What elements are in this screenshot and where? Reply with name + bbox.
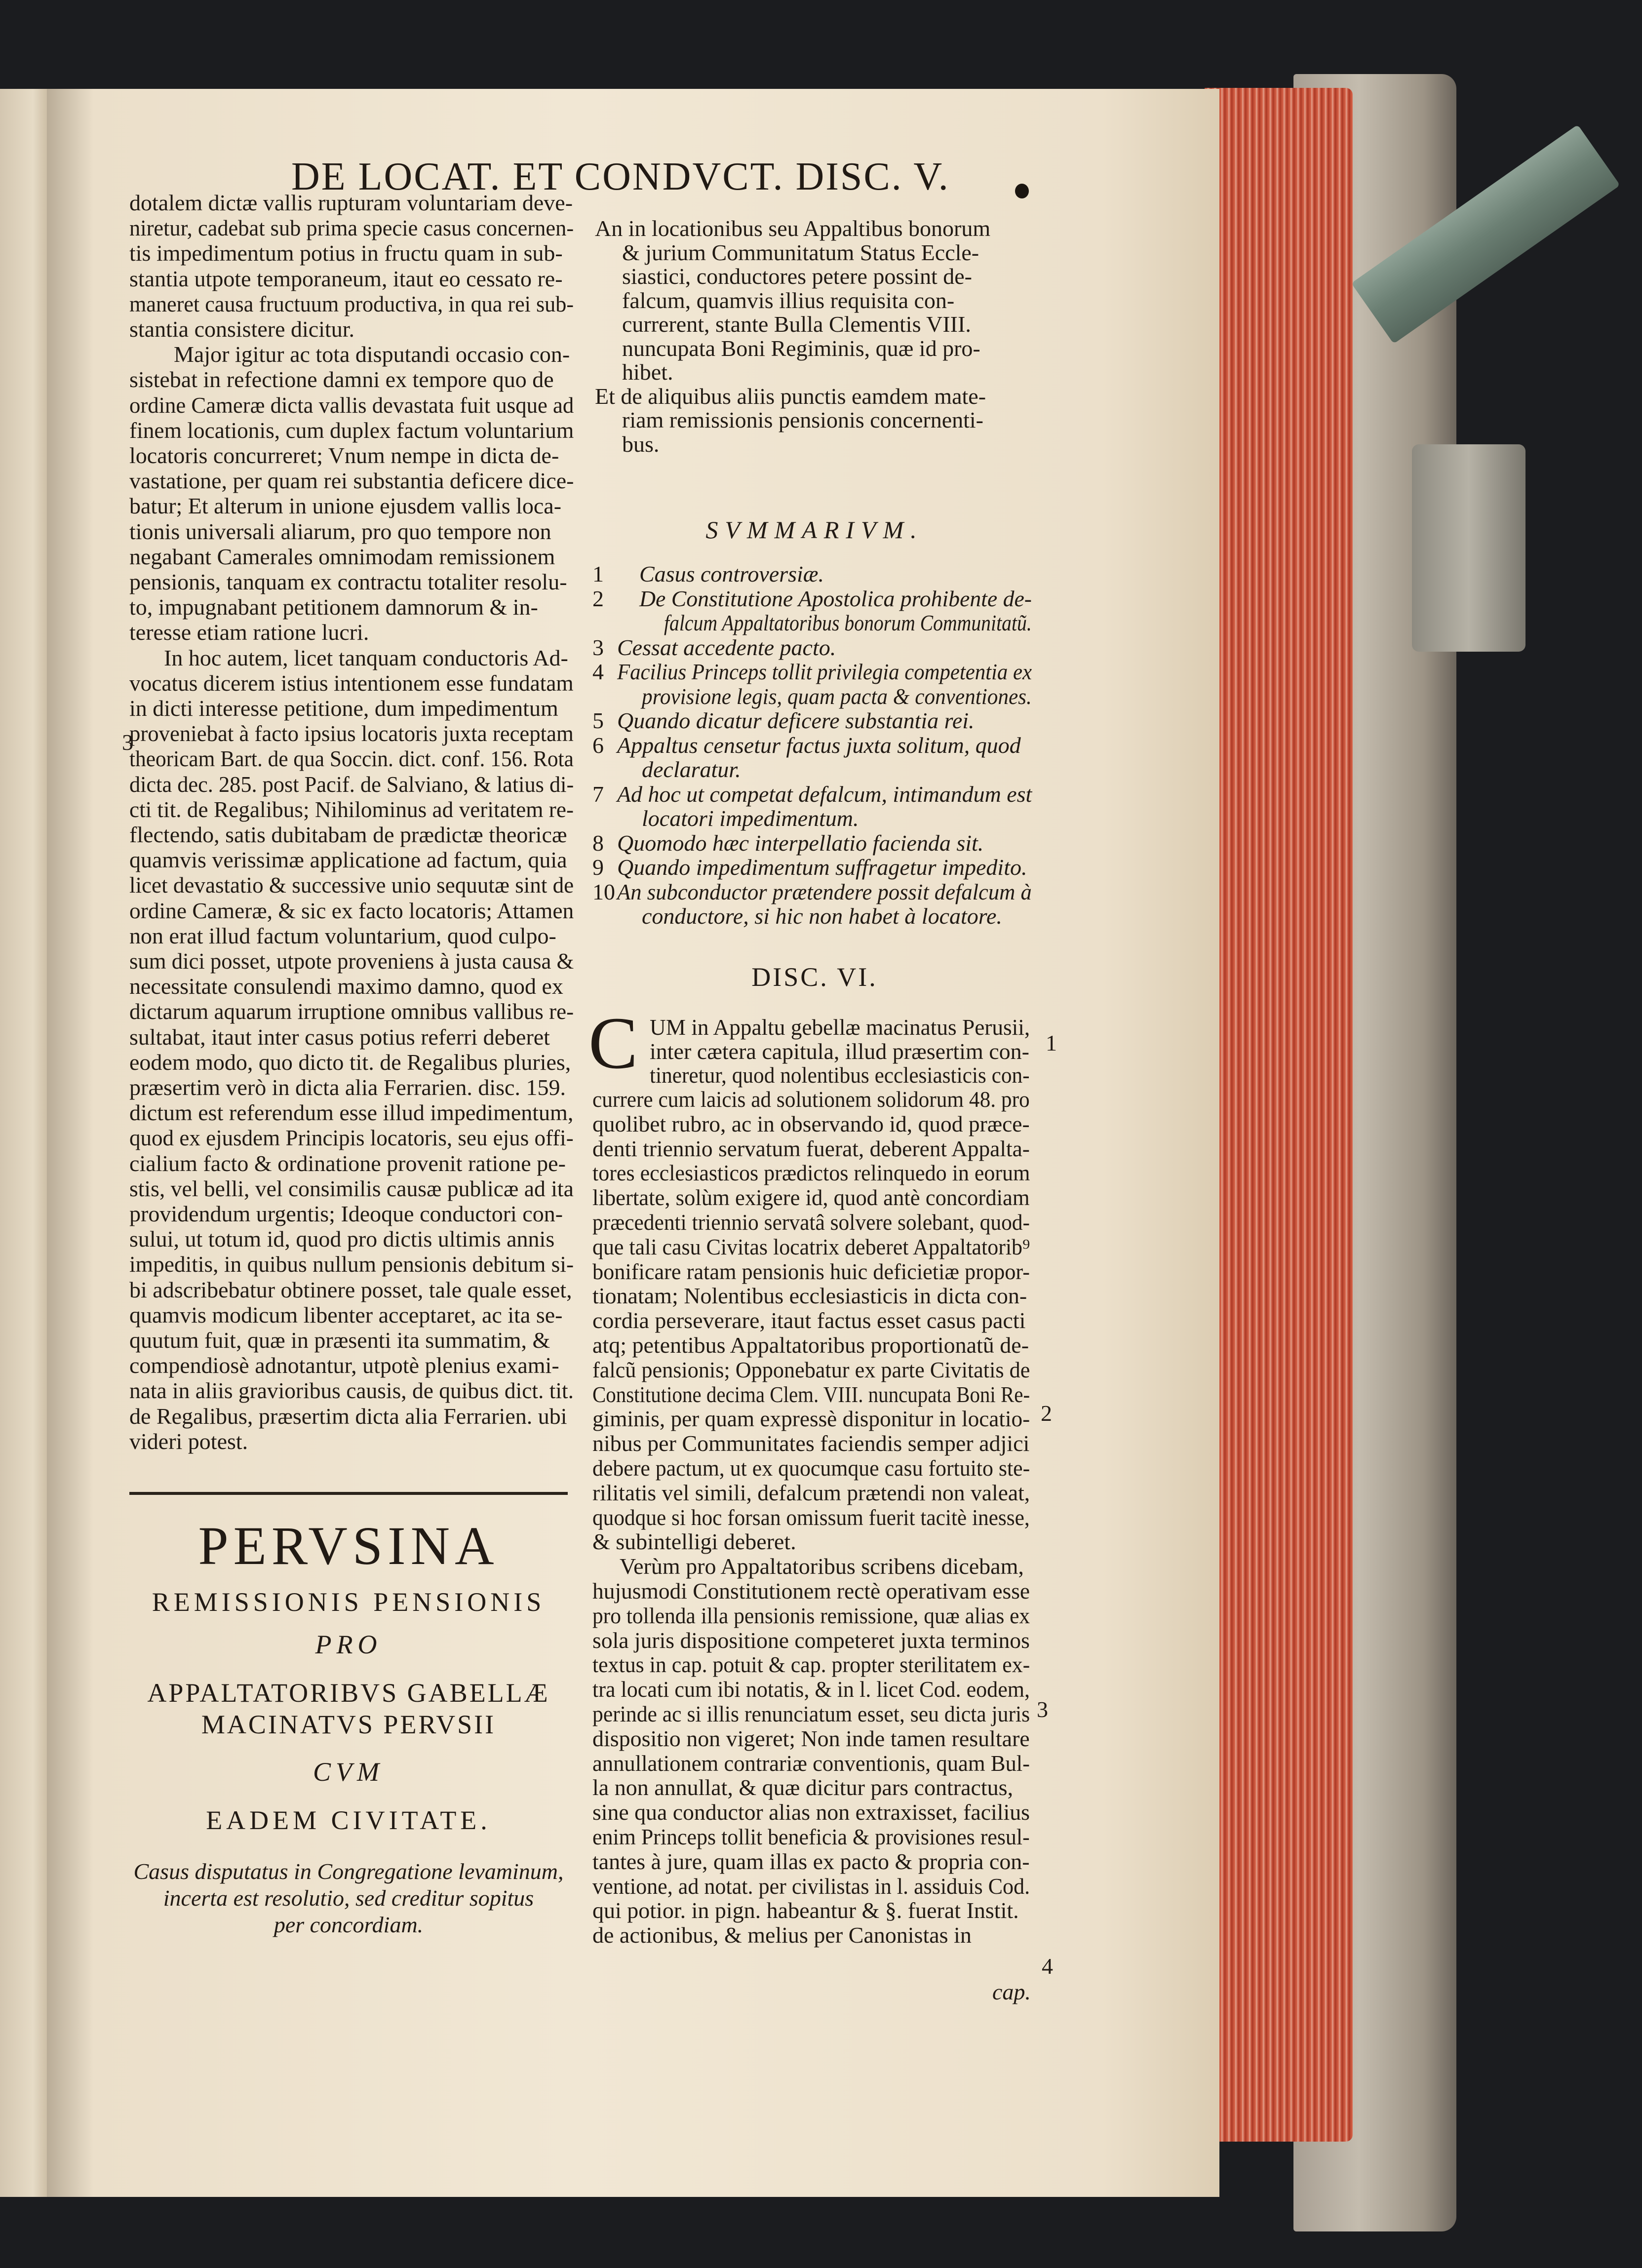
text-line: debere pactum, ut ex quocumque casu fortuito ste-	[592, 1455, 1030, 1481]
catchword: cap.	[992, 1979, 1031, 2004]
text-line: & subintelligi deberet.	[592, 1529, 796, 1555]
text-line: to, impugnabant petitionem damnorum & in-	[129, 594, 538, 620]
note-line: incerta est resolutio, sed creditur sopitus	[163, 1885, 534, 1911]
summary-number: 5	[592, 708, 604, 733]
text-line: de actionibus, & melius per Canonistas in	[592, 1922, 972, 1948]
summary-number: 3	[592, 634, 604, 660]
text-line: Constitutione decima Clem. VIII. nuncupata Boni Re-	[592, 1381, 1030, 1407]
text-line: ordine Cameræ dicta vallis devastata fuit usque ad	[129, 392, 574, 418]
text-line: batur; Et alterum in unione ejusdem vallis loca-	[129, 493, 562, 519]
text-line: quamvis modicum libenter acceptaret, ac ita se-	[129, 1302, 563, 1328]
summary-item: Cessat accedente pacto.	[617, 634, 836, 660]
text-line: de Regalibus, præsertim dicta alia Ferrarien. ubi	[129, 1403, 567, 1429]
summary-item: An subconductor prætendere possit defalcum à	[617, 879, 1032, 904]
summary-item: Quomodo hæc interpellatio facienda sit.	[617, 830, 984, 856]
text-line: sola juris dispositione competeret juxta terminos	[592, 1627, 1030, 1653]
text-line: que tali casu Civitas locatrix deberet Appaltatorib⁹	[592, 1234, 1030, 1259]
text-line: licet devastatio & successive unio sequutæ sint de	[129, 872, 574, 898]
text-line: quodque si hoc forsan omissum fuerit tacitè inesse,	[592, 1504, 1030, 1530]
facing-page-edge	[0, 89, 47, 2197]
note-line: Casus disputatus in Congregatione levaminum,	[133, 1859, 564, 1884]
text-line: atq; petentibus Appaltatoribus proportionatũ de-	[592, 1332, 1029, 1358]
text-line: non erat illud factum voluntarium, quod culpo-	[129, 923, 556, 948]
text-line: rilitatis vel simili, defalcum prætendi non valeat,	[592, 1480, 1030, 1505]
text-line: in dicti interesse petitione, dum impedimentum	[129, 696, 558, 721]
summary-item: De Constitutione Apostolica prohibente de-	[639, 586, 1032, 611]
margin-number-right: 1	[1046, 1030, 1057, 1056]
text-line: ordine Cameræ, & sic ex facto locatoris; Attamen	[129, 898, 574, 923]
text-line: giminis, per quam expressè disponitur in locatio-	[592, 1406, 1030, 1432]
text-line: præcedenti triennio servatâ solvere solebant, quod-	[592, 1210, 1030, 1235]
summary-number: 10	[592, 879, 615, 904]
text-line: qui potior. in pign. habeantur & §. fuerat Instit.	[592, 1898, 1019, 1923]
text-line: sului, ut totum id, quod pro dictis ultimis annis	[129, 1226, 555, 1252]
case-subtitle-2: PRO	[315, 1630, 382, 1659]
case-subtitle-1: REMISSIONIS PENSIONIS	[152, 1587, 546, 1617]
text-line: tantes à jure, quam illas ex pacto & propria con-	[592, 1848, 1030, 1874]
text-line: inter cætera capitula, illud præsertim con-	[650, 1038, 1029, 1064]
text-line: UM in Appaltu gebellæ macinatus Perusii,	[650, 1015, 1030, 1040]
text-line: maneret causa fructuum productiva, in qua rei sub-	[129, 291, 574, 316]
text-line: falcũ pensionis; Opponebatur ex parte Civitatis de	[592, 1357, 1030, 1382]
text-line: stantia consistere dicitur.	[129, 316, 355, 342]
text-line: hujusmodi Constitutionem rectè operativam esse	[592, 1578, 1030, 1603]
summary-item: Facilius Princeps tollit privilegia competentia ex	[617, 659, 1032, 684]
text-line: pensionis, tanquam ex contractu totaliter resolu-	[129, 569, 567, 594]
summary-item: declaratur.	[642, 757, 741, 782]
running-title: DE LOCAT. ET CONDVCT. DISC. V.	[291, 155, 950, 198]
case-title: PERVSINA	[198, 1516, 499, 1576]
text-line: cti tit. de Regalibus; Nihilominus ad veritatem re-	[129, 796, 574, 822]
section-rule	[129, 1492, 568, 1495]
summary-number: 8	[592, 830, 604, 856]
text-line: sine qua conductor alias non extraxisset, facilius	[592, 1799, 1030, 1825]
text-line: cordia perseverare, itaut factus esset casus pacti	[592, 1308, 1026, 1333]
text-line: currerent, stante Bulla Clementis VIII.	[622, 312, 971, 337]
text-line: In hoc autem, licet tanquam conductoris Ad-	[164, 645, 568, 670]
case-subtitle-3: APPALTATORIBVS GABELLÆ	[147, 1678, 550, 1708]
text-line: bi adscribebatur obtinere posset, tale quale esset,	[129, 1277, 572, 1302]
clasp-plate	[1412, 444, 1525, 652]
text-line: videri potest.	[129, 1428, 248, 1454]
summary-item: locatori impedimentum.	[642, 806, 859, 831]
summary-number: 1	[592, 561, 604, 587]
text-line: cialium facto & ordinatione provenit ratione pe-	[129, 1150, 566, 1176]
summary-item: provisione legis, quam pacta & conventiones.	[642, 683, 1032, 709]
text-line: Major igitur ac tota disputandi occasio con-	[174, 342, 570, 367]
text-line: sultabat, itaut inter casus potius referri deberet	[129, 1024, 550, 1050]
text-line: sistebat in refectione damni ex tempore quo de	[129, 367, 554, 392]
text-line: tionis universali aliarum, pro quo tempore non	[129, 518, 551, 544]
text-line: flectendo, satis dubitabam de prædictæ theoricæ	[129, 822, 567, 847]
text-line: tra locati cum ibi notatis, & in l. licet Cod. eodem,	[592, 1677, 1030, 1702]
summary-item: falcum Appaltatoribus bonorum Communitatũ.	[664, 610, 1032, 635]
text-line: hibet.	[622, 359, 673, 385]
text-line: annullationem contrariæ conventionis, quam Bul-	[592, 1750, 1030, 1776]
text-line: dictarum aquarum irruptione omnibus vallibus re-	[129, 999, 574, 1024]
text-line: vocatus dicerem istius intentionem esse fundatam	[129, 670, 574, 696]
summary-number: 2	[592, 586, 604, 611]
text-line: ventione, ad notat. per civilistas in l. assiduis Cod.	[592, 1873, 1030, 1899]
text-line: quamvis verissimæ applicatione ad factum, quia	[129, 847, 567, 873]
text-line: quod ex ejusdem Principis locatoris, seu ejus offi-	[129, 1125, 574, 1151]
text-line: dotalem dictæ vallis rupturam voluntariam deve-	[129, 190, 573, 215]
text-line: tis impedimentum potius in fructu quam in sub-	[129, 240, 563, 266]
text-line: An in locationibus seu Appaltibus bonorum	[595, 216, 991, 241]
text-line: locatoris concurreret; Vnum nempe in dicta de-	[129, 443, 559, 468]
text-line: tores ecclesiasticos prædictos relinquedo in eorum	[592, 1160, 1030, 1186]
summarium-heading: SVMMARIVM.	[705, 516, 924, 544]
summary-item: Quando impedimentum suffragetur impedito.	[617, 855, 1027, 880]
text-line: denti triennio servatum fuerat, deberent Appalta-	[592, 1135, 1030, 1161]
text-line: nata in aliis gravioribus causis, de quibus dict. tit.	[129, 1378, 574, 1404]
summary-item: Appaltus censetur factus juxta solitum, quod	[617, 732, 1021, 758]
text-line: currere cum laicis ad solutionem solidorum 48. pro	[592, 1087, 1030, 1112]
case-subtitle-6: EADEM CIVITATE.	[206, 1805, 491, 1835]
text-line: negabant Camerales omnimodam remissionem	[129, 544, 555, 569]
summary-number: 9	[592, 855, 604, 880]
text-line: perinde ac si illis renunciatum esset, seu dicta juris	[592, 1701, 1030, 1726]
text-line: libertate, solùm exigere id, quod antè concordiam	[592, 1185, 1030, 1211]
text-line: nuncupata Boni Regiminis, quæ id pro-	[622, 335, 980, 361]
text-line: sum dici posset, utpote proveniens à justa causa &	[129, 948, 574, 974]
text-line: niretur, cadebat sub prima specie casus concernen-	[129, 215, 574, 241]
text-line: compendiosè adnotantur, utpotè plenius exami-	[129, 1353, 559, 1378]
text-line: quolibet rubro, ac in observando id, quod præce-	[592, 1111, 1030, 1136]
text-line: falcum, quamvis illius requisita con-	[622, 287, 955, 313]
text-line: riam remissionis pensionis concernenti-	[622, 407, 984, 432]
text-line: quutum fuit, quæ in præsenti ita summatim, &	[129, 1328, 550, 1353]
text-line: providendum urgentis; Ideoque conductori con-	[129, 1201, 563, 1226]
red-fore-edge	[1205, 88, 1353, 2142]
summary-number: 6	[592, 732, 604, 758]
margin-number-right: 2	[1041, 1401, 1052, 1426]
summary-item: Ad hoc ut competat defalcum, intimandum est	[617, 781, 1032, 807]
case-subtitle-5: CVM	[313, 1757, 384, 1787]
case-subtitle-4: MACINATVS PERVSII	[201, 1710, 496, 1739]
text-line: vastatione, per quam rei substantia deficere dice-	[129, 468, 574, 494]
text-line: pro tollenda illa pensionis remissione, quæ alias ex	[592, 1603, 1030, 1628]
text-line: finem locationis, cum duplex factum voluntarium	[129, 417, 574, 443]
text-line: siastici, conductores petere possint de-	[622, 264, 972, 289]
text-line: & jurium Communitatum Status Eccle-	[622, 239, 979, 265]
text-line: la non annullat, & quæ dicitur pars contractus,	[592, 1775, 1014, 1800]
margin-number-left: 3	[122, 730, 133, 755]
note-line: per concordiam.	[274, 1912, 424, 1937]
summary-number: 4	[592, 659, 604, 684]
text-line: necessitate consulendi maximo damno, quod ex	[129, 974, 563, 999]
ink-blot	[1015, 184, 1029, 198]
text-line: theoricam Bart. de qua Soccin. dict. conf. 156. Rota	[129, 746, 574, 772]
text-line: dispositio non vigeret; Non inde tamen resultare	[592, 1725, 1030, 1751]
text-line: Et de aliquibus aliis punctis eamdem mate-	[595, 383, 986, 409]
text-line: enim Princeps tollit beneficia & provisiones resul-	[592, 1824, 1030, 1849]
text-line: dicta dec. 285. post Pacif. de Salviano, & latius di-	[129, 771, 574, 797]
text-line: bus.	[622, 431, 660, 457]
margin-number-right: 3	[1037, 1697, 1048, 1722]
text-line: præsertim verò in dicta alia Ferrarien. disc. 159.	[129, 1075, 566, 1100]
text-line: impeditis, in quibus nullum pensionis debitum si-	[129, 1251, 574, 1277]
text-line: Verùm pro Appaltatoribus scribens dicebam,	[620, 1554, 1024, 1579]
text-line: teresse etiam ratione lucri.	[129, 620, 369, 645]
text-line: bonificare ratam pensionis huic deficietiæ propor-	[592, 1258, 1030, 1284]
margin-number-right: 4	[1042, 1954, 1053, 1979]
summary-item: Casus controversiæ.	[639, 561, 824, 587]
text-line: textus in cap. potuit & cap. propter sterilitatem ex-	[592, 1652, 1030, 1678]
text-line: dictum est referendum esse illud impedimentum,	[129, 1100, 574, 1126]
drop-capital: C	[588, 1002, 638, 1084]
text-line: stantia utpote temporaneum, itaut eo cessato re-	[129, 266, 563, 291]
text-line: tineretur, quod nolentibus ecclesiasticis con-	[650, 1062, 1030, 1088]
text-line: stis, vel belli, vel consimilis causæ publicæ ad ita	[129, 1175, 574, 1201]
text-line: nibus per Communitates faciendis semper adjici	[592, 1431, 1030, 1456]
text-line: proveniebat à facto ipsius locatoris juxta receptam	[129, 721, 574, 746]
summary-item: conductore, si hic non habet à locatore.	[642, 903, 1002, 929]
text-line: eodem modo, quo dicto tit. de Regalibus pluries,	[129, 1049, 571, 1075]
summary-number: 7	[592, 781, 604, 807]
disc-heading: DISC. VI.	[751, 962, 878, 992]
text-line: tionatam; Nolentibus ecclesiasticis in dicta con-	[592, 1283, 1027, 1309]
summary-item: Quando dicatur deficere substantia rei.	[617, 708, 975, 733]
